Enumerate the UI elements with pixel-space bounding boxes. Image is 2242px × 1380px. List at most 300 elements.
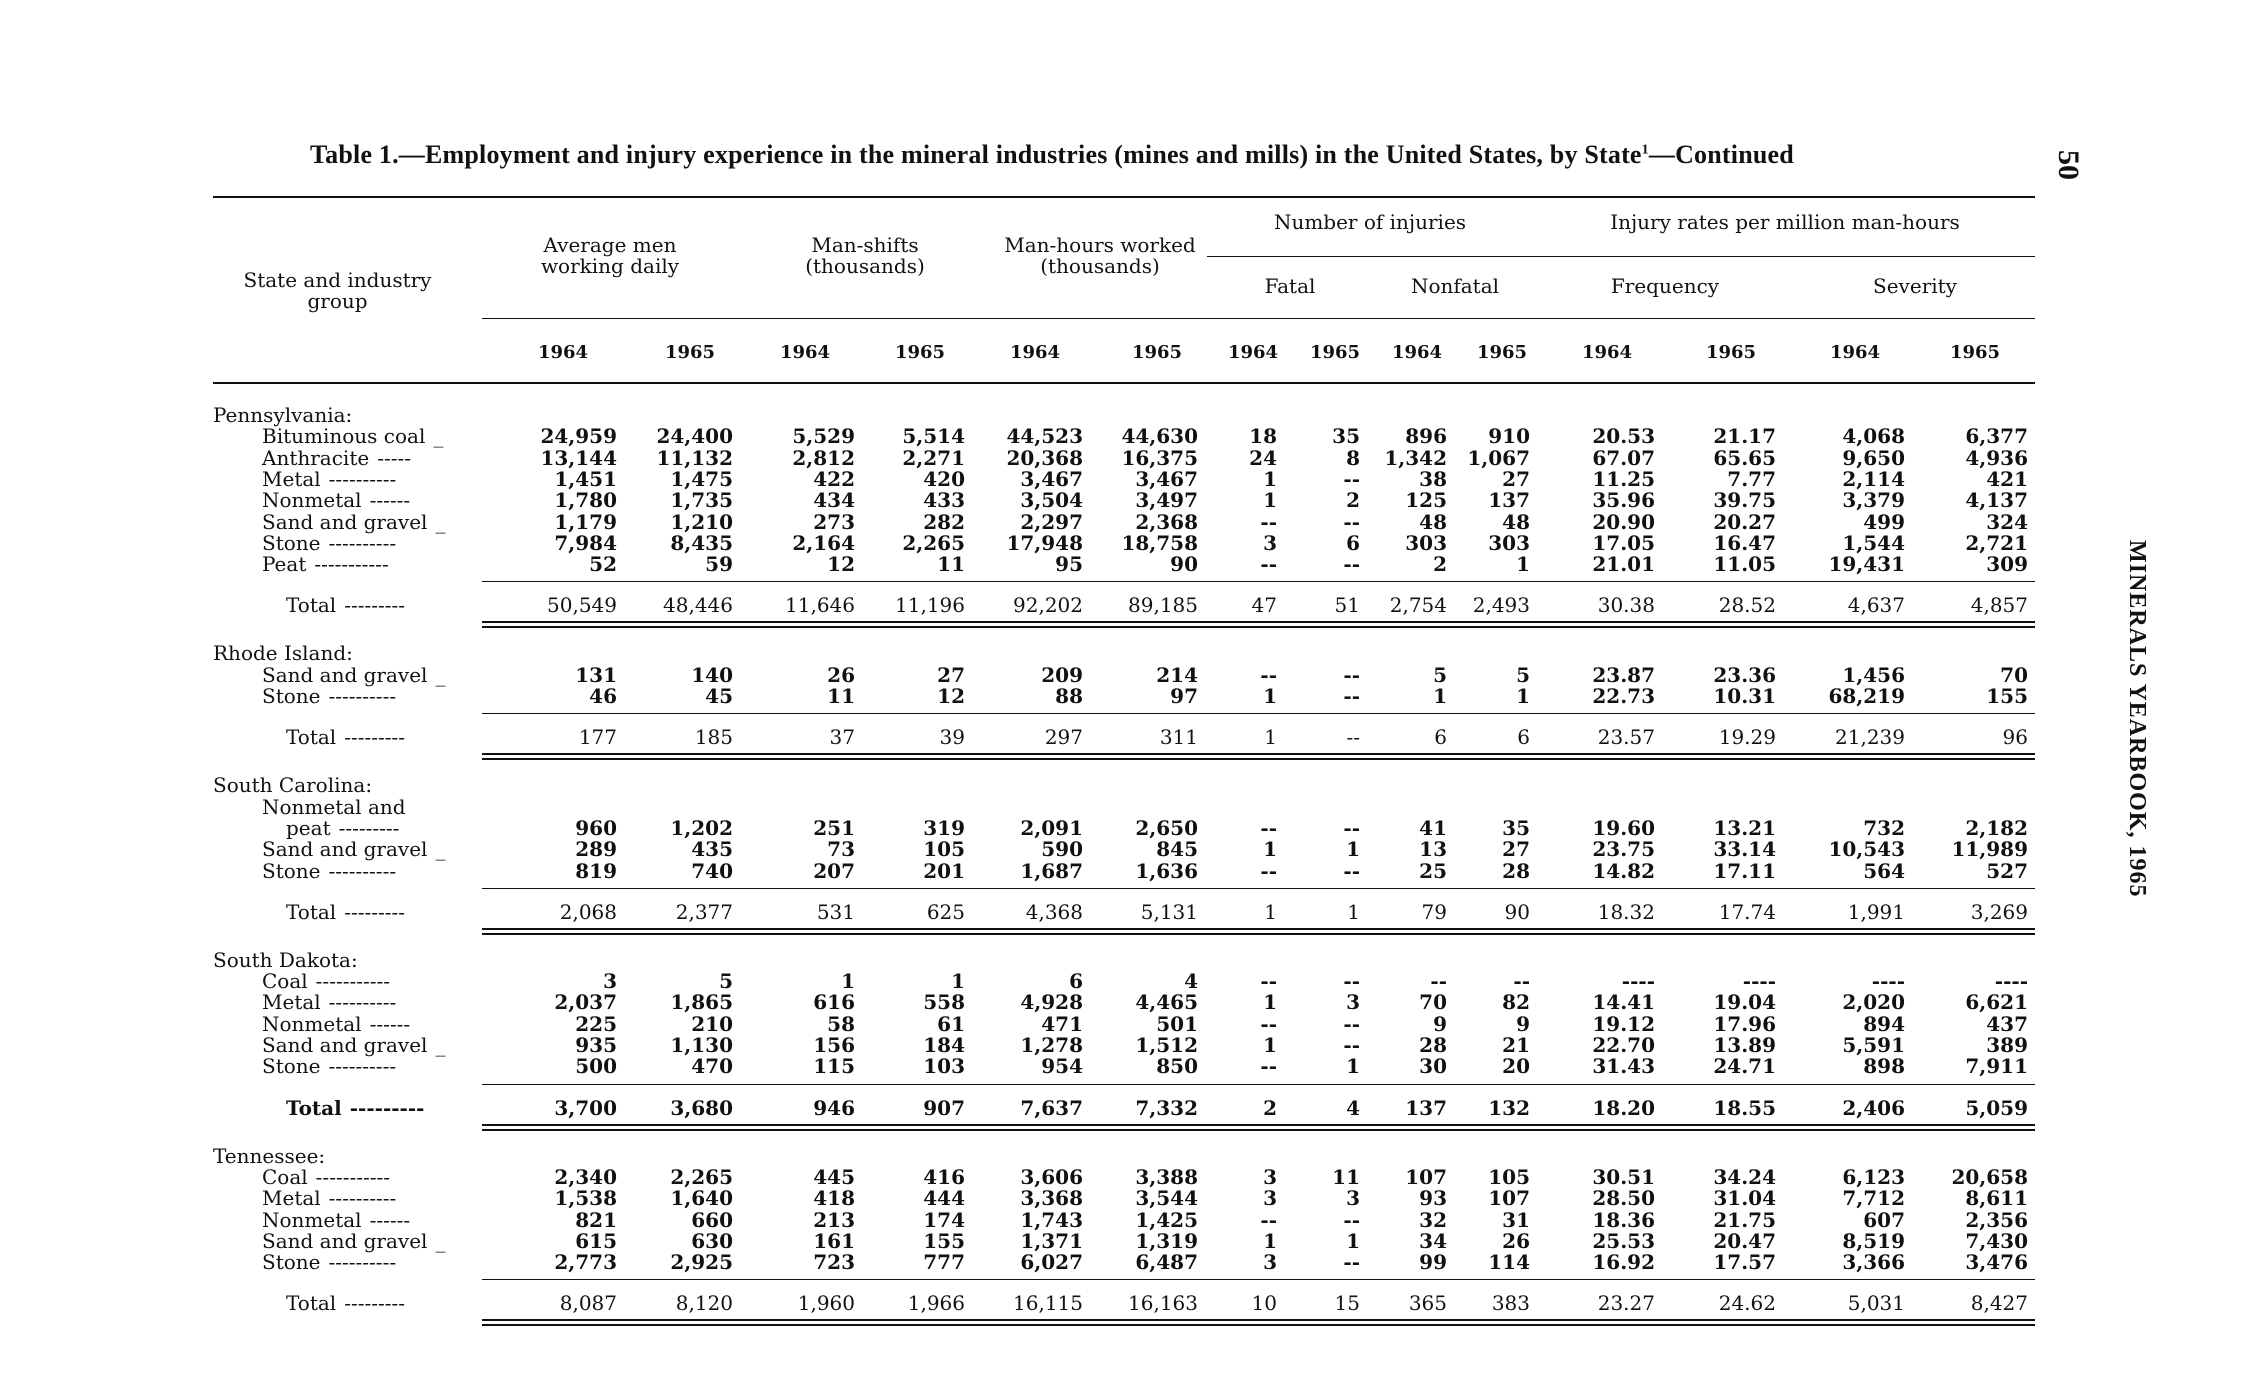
table-cell: 18.55	[1713, 1095, 1776, 1120]
table-cell: 18.32	[1597, 899, 1655, 924]
row-leader-dots: ------	[369, 1011, 411, 1036]
table-cell: 19.29	[1718, 725, 1776, 750]
title-suffix: —Continued	[1648, 140, 1794, 169]
row-leader-dots: -----------	[315, 969, 391, 994]
table-cell: 23.75	[1592, 837, 1655, 862]
table-cell: 3,467	[1020, 466, 1083, 491]
table-cell: 7,911	[1965, 1054, 2028, 1079]
table-cell: 3,504	[1020, 488, 1083, 513]
table-cell: --	[1343, 684, 1360, 708]
table-cell: 24	[1249, 445, 1277, 470]
table-cell: 420	[923, 466, 965, 491]
table-cell: 2,812	[792, 445, 855, 470]
table-cell: --	[1346, 725, 1360, 750]
total-label-text: Total	[286, 1291, 337, 1316]
row-leader-dots: ------	[369, 488, 411, 513]
table-cell: 2	[1433, 552, 1447, 577]
section-double-rule-bottom	[482, 758, 2035, 760]
table-cell: 68,219	[1828, 684, 1905, 708]
table-cell: 819	[575, 858, 617, 883]
table-cell: 527	[1986, 858, 2028, 883]
row-label-text: Coal	[262, 969, 308, 994]
table-cell: 6,621	[1965, 990, 2028, 1015]
table-cell: 845	[1156, 837, 1198, 862]
table-cell: 3	[1346, 1186, 1360, 1211]
row-leader-dots: ----------	[328, 1054, 397, 1079]
table-cell: 2,182	[1965, 815, 2028, 840]
table-cell: 1	[1263, 466, 1277, 491]
table-cell: 6,487	[1135, 1250, 1198, 1275]
table-cell: 282	[923, 509, 965, 534]
table-cell: 107	[1405, 1164, 1447, 1189]
table-cell: 894	[1863, 1011, 1905, 1036]
table-cell: 11,646	[785, 593, 855, 618]
table-cell: 61	[937, 1011, 965, 1036]
table-cell: 2,368	[1135, 509, 1198, 534]
table-cell: 4,928	[1020, 990, 1083, 1015]
table-cell: 88	[1055, 684, 1083, 708]
section-double-rule-bottom	[482, 1324, 2035, 1326]
table-cell: 18,758	[1121, 530, 1198, 555]
table-cell: 114	[1488, 1250, 1530, 1275]
table-cell: 777	[923, 1250, 965, 1275]
table-cell: 2	[1263, 1095, 1277, 1120]
table-cell: 433	[923, 488, 965, 513]
table-cell: 6,377	[1965, 424, 2028, 449]
row-label-text: Nonmetal	[262, 1207, 362, 1232]
table-cell: 4,936	[1965, 445, 2028, 470]
table-cell: 10,543	[1828, 837, 1905, 862]
table-cell: 445	[813, 1164, 855, 1189]
table-cell: 311	[1159, 725, 1198, 750]
table-cell: 79	[1421, 899, 1447, 924]
year-header: 1964	[1227, 342, 1279, 363]
table-cell: 17,948	[1006, 530, 1083, 555]
table-cell: 319	[923, 815, 965, 840]
total-leader-dots: ---------	[349, 1095, 425, 1120]
table-cell: 531	[816, 899, 855, 924]
table-cell: 1,179	[554, 509, 617, 534]
table-cell: --	[1343, 662, 1360, 687]
table-cell: 2,020	[1842, 990, 1905, 1015]
table-cell: --	[1343, 1250, 1360, 1275]
table-cell: 418	[813, 1186, 855, 1211]
table-cell: 25.53	[1592, 1228, 1655, 1253]
table-cell: 19.04	[1713, 990, 1776, 1015]
table-cell: 13.21	[1713, 815, 1776, 840]
header-man-shifts: Man-shifts (thousands)	[805, 233, 925, 278]
table-cell: 156	[813, 1033, 855, 1057]
table-cell: 28	[1502, 858, 1530, 883]
section-double-rule-bottom	[482, 626, 2035, 628]
table-cell: 132	[1488, 1095, 1530, 1120]
table-cell: 26	[827, 662, 855, 687]
table-cell: 7,637	[1020, 1095, 1083, 1120]
table-cell: 4	[1346, 1095, 1360, 1120]
table-cell: 6	[1346, 530, 1360, 555]
table-cell: --	[1343, 858, 1360, 883]
table-cell: 23.57	[1597, 725, 1655, 750]
table-cell: 93	[1419, 1186, 1447, 1211]
table-cell: 960	[575, 815, 617, 840]
table-cell: ----	[1871, 969, 1905, 994]
table-cell: 437	[1986, 1011, 2028, 1036]
table-cell: 2,164	[792, 530, 855, 555]
year-header: 1964	[1009, 342, 1061, 363]
year-header: 1965	[1705, 342, 1757, 363]
table-cell: 1,640	[670, 1186, 733, 1211]
table-cell: 5,059	[1965, 1095, 2028, 1120]
table-row-label	[262, 488, 411, 513]
section-double-rule-top	[482, 621, 2035, 623]
table-cell: 46	[589, 684, 617, 708]
table-cell: 2,377	[675, 899, 733, 924]
table-cell: --	[1343, 1011, 1360, 1036]
table-cell: 1,456	[1842, 662, 1905, 687]
table-cell: 184	[923, 1033, 965, 1057]
table-cell: 18	[1249, 424, 1277, 449]
section-double-rule-top	[482, 1124, 2035, 1126]
header-man-hours: Man-hours worked (thousands)	[1004, 233, 1196, 278]
table-cell: 434	[813, 488, 855, 513]
header-avg-men: Average men working daily	[540, 233, 680, 278]
table-cell: 20	[1502, 1054, 1530, 1079]
table-cell: 309	[1986, 552, 2028, 577]
table-cell: 1	[1516, 684, 1530, 708]
table-cell: 660	[691, 1207, 733, 1232]
table-cell: ----	[1742, 969, 1776, 994]
table-cell: 499	[1863, 509, 1905, 534]
table-cell: 225	[575, 1011, 617, 1036]
table-cell: 1,991	[1847, 899, 1905, 924]
table-cell: 22.70	[1592, 1033, 1655, 1057]
table-cell: 11.05	[1713, 552, 1776, 577]
row-leader-dots: ----------	[328, 1186, 397, 1211]
total-rule	[482, 888, 2035, 889]
table-cell: 8,120	[675, 1291, 733, 1316]
year-header: 1964	[779, 342, 831, 363]
table-cell: 896	[1405, 424, 1447, 449]
table-cell: 5	[719, 969, 733, 994]
table-cell: 1	[1346, 1054, 1360, 1079]
table-cell: 303	[1405, 530, 1447, 555]
table-cell: 500	[575, 1054, 617, 1079]
table-cell: 1	[1516, 552, 1530, 577]
table-cell: 65.65	[1713, 445, 1776, 470]
table-cell: 501	[1156, 1011, 1198, 1036]
table-row-label	[286, 815, 400, 840]
table-cell: 27	[1502, 466, 1530, 491]
table-cell: 11,132	[656, 445, 733, 470]
table-cell: 51	[1334, 593, 1360, 618]
table-cell: 954	[1041, 1054, 1083, 1079]
table-cell: 103	[923, 1054, 965, 1079]
row-leader-dots: -----------	[314, 552, 389, 577]
row-leader-dots: -----	[377, 445, 411, 470]
table-cell: 6,027	[1020, 1250, 1083, 1275]
year-header: 1964	[537, 342, 589, 363]
table-cell: 3,388	[1135, 1164, 1198, 1189]
table-cell: 21.17	[1713, 424, 1776, 449]
table-cell: 8,435	[670, 530, 733, 555]
table-cell: 17.05	[1592, 530, 1655, 555]
table-cell: --	[1343, 1207, 1360, 1232]
table-cell: 1	[1263, 1033, 1277, 1057]
table-cell: 2,297	[1020, 509, 1083, 534]
table-cell: 35	[1332, 424, 1360, 449]
table-cell: 20,658	[1951, 1164, 2028, 1189]
table-cell: 558	[923, 990, 965, 1015]
table-row-label	[262, 424, 444, 449]
total-row-label	[286, 1095, 425, 1120]
table-cell: 27	[937, 662, 965, 687]
table-cell: 177	[578, 725, 617, 750]
total-label-text: Total	[286, 899, 337, 924]
table-cell: --	[1260, 1011, 1277, 1036]
table-cell: 470	[691, 1054, 733, 1079]
table-cell: 7,332	[1135, 1095, 1198, 1120]
table-row-label	[262, 858, 397, 883]
table-cell: 7,430	[1965, 1228, 2028, 1253]
section-double-rule-top	[482, 928, 2035, 930]
table-cell: 140	[691, 662, 733, 687]
table-cell: 82	[1502, 990, 1530, 1015]
table-cell: 3,544	[1135, 1186, 1198, 1211]
table-cell: 2,650	[1135, 815, 1198, 840]
table-caption	[310, 140, 1970, 170]
row-label-text: Metal	[262, 990, 321, 1015]
table-cell: 90	[1170, 552, 1198, 577]
table-row-label	[262, 1011, 411, 1036]
table-cell: 607	[1863, 1207, 1905, 1232]
row-label-text: Stone	[262, 858, 321, 883]
table-cell: 207	[813, 858, 855, 883]
table-cell: 155	[1986, 684, 2028, 708]
row-leader-dots: ----------	[328, 990, 397, 1015]
table-cell: 18.36	[1592, 1207, 1655, 1232]
table-cell: 5,031	[1847, 1291, 1905, 1316]
section-double-rule-top	[482, 753, 2035, 755]
table-cell: 11	[827, 684, 855, 708]
table-cell: 1	[1346, 1228, 1360, 1253]
table-cell: --	[1260, 969, 1277, 994]
table-row-label	[262, 1207, 411, 1232]
table-cell: 70	[1419, 990, 1447, 1015]
table-cell: 210	[691, 1011, 733, 1036]
table-cell: 251	[813, 815, 855, 840]
header-bottom-rule	[213, 382, 2035, 384]
table-cell: 44,630	[1121, 424, 1198, 449]
table-cell: 24,959	[540, 424, 617, 449]
table-cell: 5,529	[792, 424, 855, 449]
table-cell: 31	[1502, 1207, 1530, 1232]
row-label-text: Stone	[262, 1250, 321, 1275]
table-cell: 16,115	[1013, 1291, 1083, 1316]
table-row-label	[262, 530, 397, 555]
header-severity: Severity	[1873, 274, 1957, 298]
table-cell: 20,368	[1006, 445, 1083, 470]
table-row-label	[262, 662, 446, 687]
table-cell: 4	[1184, 969, 1198, 994]
table-cell: 39.75	[1713, 488, 1776, 513]
table-cell: 48	[1502, 509, 1530, 534]
table-cell: 7,984	[554, 530, 617, 555]
table-cell: 4,465	[1135, 990, 1198, 1015]
table-cell: 95	[1055, 552, 1083, 577]
table-cell: 201	[923, 858, 965, 883]
table-cell: 1	[951, 969, 965, 994]
table-cell: 24.62	[1718, 1291, 1776, 1316]
table-cell: 7,712	[1842, 1186, 1905, 1211]
injuries-underline	[1207, 256, 2035, 257]
row-label-text: Coal	[262, 1164, 308, 1189]
table-cell: --	[1260, 1207, 1277, 1232]
table-cell: --	[1343, 509, 1360, 534]
table-cell: 289	[575, 837, 617, 862]
running-head: MINERALS YEARBOOK, 1965	[2124, 540, 2150, 898]
table-cell: 4,857	[1970, 593, 2028, 618]
table-cell: --	[1260, 552, 1277, 577]
table-cell: 161	[813, 1228, 855, 1253]
year-header: 1964	[1391, 342, 1443, 363]
table-cell: 48,446	[663, 593, 733, 618]
row-leader-dots: ----------	[328, 530, 397, 555]
table-row-label	[262, 837, 446, 862]
table-cell: ----	[1994, 969, 2028, 994]
year-header: 1965	[1131, 342, 1183, 363]
table-row-label	[262, 1054, 397, 1079]
table-cell: --	[1260, 509, 1277, 534]
year-header: 1964	[1581, 342, 1633, 363]
table-cell: 11,196	[895, 593, 965, 618]
table-cell: 14.82	[1592, 858, 1655, 883]
table-cell: 25	[1419, 858, 1447, 883]
table-cell: 5,591	[1842, 1033, 1905, 1057]
table-cell: 630	[691, 1228, 733, 1253]
table-row-label	[262, 990, 397, 1015]
table-cell: 31.43	[1592, 1054, 1655, 1079]
state-name: Tennessee:	[213, 1143, 326, 1168]
table-cell: 2,754	[1389, 593, 1447, 618]
table-cell: 273	[813, 509, 855, 534]
table-cell: --	[1260, 858, 1277, 883]
table-cell: 19,431	[1828, 552, 1905, 577]
table-cell: 12	[937, 684, 965, 708]
table-cell: 1,865	[670, 990, 733, 1015]
year-header: 1965	[664, 342, 716, 363]
row-label-text: Nonmetal	[262, 1011, 362, 1036]
table-cell: 50,549	[547, 593, 617, 618]
table-cell: 590	[1041, 837, 1083, 862]
table-cell: 3,467	[1135, 466, 1198, 491]
table-row-label	[262, 1250, 397, 1275]
table-cell: 564	[1863, 858, 1905, 883]
row-label-text: Stone	[262, 530, 321, 555]
table-cell: 8,519	[1842, 1228, 1905, 1253]
table-cell: 1,425	[1135, 1207, 1198, 1232]
table-cell: 1,544	[1842, 530, 1905, 555]
table-cell: 1,475	[670, 466, 733, 491]
table-cell: 23.36	[1713, 662, 1776, 687]
table-cell: 2,114	[1842, 466, 1905, 491]
table-cell: 1,960	[797, 1291, 855, 1316]
table-cell: 1,966	[907, 1291, 965, 1316]
year-header: 1965	[1476, 342, 1528, 363]
table-cell: 3,606	[1020, 1164, 1083, 1189]
row-leader-dots: ----------	[328, 684, 397, 708]
table-cell: --	[1343, 1033, 1360, 1057]
table-cell: 6	[1517, 725, 1530, 750]
table-cell: 1	[1347, 899, 1360, 924]
table-cell: 5,514	[902, 424, 965, 449]
table-cell: 8,611	[1965, 1186, 2028, 1211]
table-cell: 45	[705, 684, 733, 708]
row-leader-dots: _	[433, 424, 444, 449]
table-title: Table 1.—Employment and injury experience in the mineral industries (mines and mills) in the United States, by State	[310, 140, 1642, 169]
table-cell: 1,342	[1384, 445, 1447, 470]
table-cell: 33.14	[1713, 837, 1776, 862]
section-double-rule-top	[482, 1319, 2035, 1321]
table-cell: 13.89	[1713, 1033, 1776, 1057]
table-cell: 1,780	[554, 488, 617, 513]
row-label-text: Stone	[262, 684, 321, 708]
total-leader-dots: ---------	[344, 593, 406, 618]
table-cell: --	[1343, 466, 1360, 491]
row-leader-dots: _	[435, 837, 446, 862]
table-cell: 34.24	[1713, 1164, 1776, 1189]
table-row-label	[262, 445, 411, 470]
row-leader-dots: _	[435, 509, 446, 534]
table-row-label	[262, 686, 396, 706]
table-cell: 39	[939, 725, 965, 750]
table-cell: 2,493	[1472, 593, 1530, 618]
state-name: South Carolina:	[213, 773, 373, 798]
table-cell: 8	[1346, 445, 1360, 470]
table-cell: 435	[691, 837, 733, 862]
table-cell: 8,427	[1970, 1291, 2028, 1316]
total-rule	[482, 713, 2035, 714]
header-top-rule	[213, 196, 2035, 198]
table-cell: 213	[813, 1207, 855, 1232]
table-cell: 1	[1263, 488, 1277, 513]
table-cell: 20.53	[1592, 424, 1655, 449]
table-cell: 740	[691, 858, 733, 883]
table-cell: 9	[1516, 1011, 1530, 1036]
table-cell: 24,400	[656, 424, 733, 449]
table-cell: 14.41	[1592, 990, 1655, 1015]
year-header: 1965	[1949, 342, 2001, 363]
table-cell: 58	[827, 1011, 855, 1036]
table-cell: 105	[1488, 1164, 1530, 1189]
table-cell: 11.25	[1592, 466, 1655, 491]
table-cell: 6,123	[1842, 1164, 1905, 1189]
table-cell: 616	[813, 990, 855, 1015]
table-cell: 383	[1491, 1291, 1530, 1316]
row-leader-dots: ----------	[328, 858, 397, 883]
table-cell: 20.27	[1713, 509, 1776, 534]
table-cell: 3,700	[554, 1095, 617, 1120]
table-row-label	[262, 969, 391, 994]
table-row-label	[262, 1228, 446, 1253]
state-name: Pennsylvania:	[213, 403, 353, 427]
table-cell: 10	[1251, 1291, 1277, 1316]
total-rule	[482, 1084, 2035, 1085]
table-cell: 21	[1502, 1033, 1530, 1057]
table-cell: 17.74	[1718, 899, 1776, 924]
row-leader-dots: _	[435, 1228, 446, 1253]
table-cell: 4,137	[1965, 488, 2028, 513]
table-cell: 471	[1041, 1011, 1083, 1036]
